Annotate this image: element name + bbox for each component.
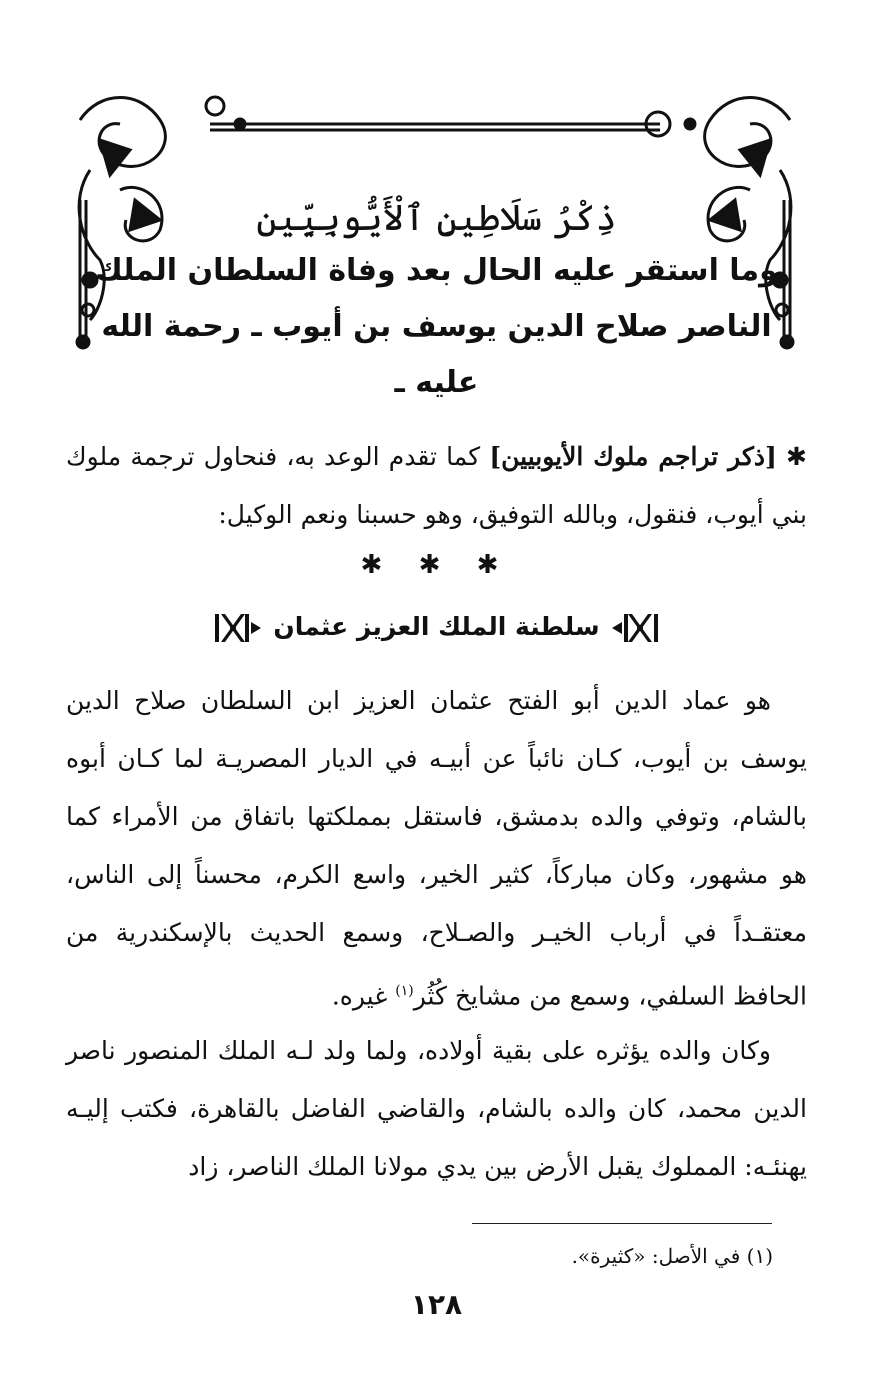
- paragraph-2: [66, 1022, 807, 1196]
- calligraphy-title: ذِكْرُ سَلَاطِينِ ٱلْأَيُّوبِيِّين: [256, 198, 617, 239]
- footnote-reference[interactable]: (١): [395, 983, 414, 999]
- left-ornament-icon: [205, 608, 265, 648]
- paragraph-1-text: هو عماد الدين أبو الفتح عثمان العزيز ابن السلطان صلاح الدين يوسف بن أيوب، كـان نائباً عن أبيـه في الديار المصريـة لما كـان أبوه بالشام، وتوفي والده بدمشق، فاستقل بمملكتها باتفاق من الأمراء كما هو مشهور، وكان مباركاً، كثير الخير، واسع الكرم، محسناً إلى الناس، معتقـداً في أرباب الخيـر والصـلاح، وسمع الحديث بالإسكندرية من الحافظ السلفي، وسمع من مشايخ كُثُر: [66, 686, 807, 1011]
- chapter-heading: [80, 195, 793, 411]
- paragraph-1-tail: غيره.: [331, 981, 396, 1011]
- footnote: (١) في الأصل: «كثيرة».: [571, 1244, 773, 1268]
- section-title-text: سلطنة الملك العزيز عثمان: [273, 612, 600, 641]
- subtitle-line-2: الناصر صلاح الدين يوسف بن أيوب ـ رحمة الله عليه ـ: [101, 309, 772, 400]
- subtitle-line-1: وما استقر عليه الحال بعد وفاة السلطان الملك: [95, 253, 778, 288]
- footnote-divider: [472, 1223, 772, 1224]
- intro-paragraph: [66, 428, 807, 544]
- page-number: ١٢٨: [410, 1288, 463, 1321]
- right-ornament-icon: [608, 608, 668, 648]
- intro-bold-text: [ذكر تراجم ملوك الأيوبيين]: [489, 442, 777, 471]
- section-separator: ✱ ✱ ✱: [360, 550, 513, 580]
- paragraph-1: [66, 672, 807, 1025]
- intro-text: كما تقدم الوعد به، فنحاول ترجمة ملوك بني أيوب، فنقول، وبالله التوفيق، وهو حسبنا ونعم الوكيل:: [66, 442, 807, 529]
- section-heading: [0, 602, 873, 652]
- paragraph-2-text: وكان والده يؤثره على بقية أولاده، ولما ولد لـه الملك المنصور ناصر الدين محمد، كان والده بالشام، والقاضي الفاضل بالقاهرة، فكتب إليـه يهنئـه: المملوك يقبل الأرض بين يدي مولانا الملك الناصر، زاد: [66, 1036, 807, 1181]
- asterisk-marker: ✱: [786, 442, 807, 471]
